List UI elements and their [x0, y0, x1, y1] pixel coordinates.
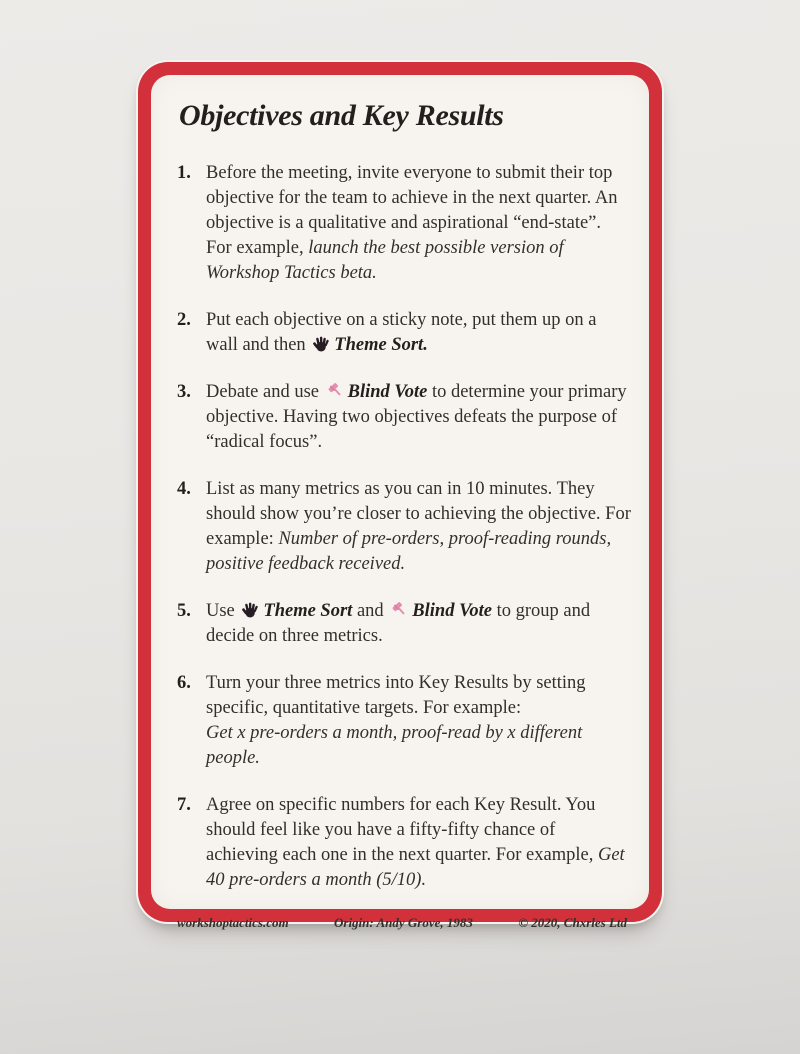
item-number: 5. [177, 600, 191, 621]
list-item [177, 308, 633, 358]
item-number: 6. [177, 672, 191, 693]
list-item [177, 599, 633, 649]
steps-list [177, 161, 633, 915]
text-segment: launch the best possible version of Workshop Tactics beta. [206, 237, 564, 283]
item-number: 1. [177, 162, 191, 183]
item-number: 4. [177, 478, 191, 499]
item-text [206, 671, 633, 771]
text-segment: Get 40 pre-orders a month (5/10). [206, 844, 625, 890]
list-item [177, 477, 633, 577]
text-segment: Put each objective on a sticky note, put them up on a wall and then [206, 309, 597, 355]
theme-sort-hand-icon [312, 335, 330, 353]
item-text [206, 477, 633, 577]
text-segment: Use [206, 600, 240, 621]
item-text [206, 793, 633, 893]
list-item [177, 671, 633, 771]
text-segment: Theme Sort [263, 600, 353, 621]
card-title: Objectives and Key Results [179, 99, 504, 132]
card-footer [177, 915, 633, 933]
blind-vote-gavel-icon [326, 382, 344, 400]
tactic-card [138, 62, 662, 930]
list-item [177, 161, 633, 286]
card-face [151, 75, 649, 930]
text-segment: to group and decide on three metrics. [206, 600, 591, 646]
item-text [206, 599, 633, 649]
text-segment: Turn your three metrics into Key Results by setting specific, quantitative targets. For example: [206, 672, 586, 718]
item-text [206, 161, 633, 286]
text-segment: to determine your primary objective. Having two objectives defeats the purpose of “radical focus”. [206, 381, 627, 452]
footer-copyright: © 2020, Chxrles Ltd [518, 914, 627, 930]
item-text [206, 380, 633, 455]
text-segment: Number of pre-orders, proof-reading rounds, positive feedback received. [206, 528, 612, 574]
text-segment: Blind Vote [412, 600, 492, 621]
text-segment: Get x pre-orders a month, proof-read by x different people. [206, 722, 583, 768]
text-segment: Before the meeting, invite everyone to submit their top objective for the team to achieve in the next quarter. An objective is a qualitative and aspirational “end-state”. For example, [206, 162, 618, 258]
footer-website: workshoptactics.com [177, 914, 289, 930]
text-segment: Debate and use [206, 381, 324, 402]
item-number: 3. [177, 381, 191, 402]
footer-origin: Origin: Andy Grove, 1983 [334, 914, 473, 930]
list-item [177, 380, 633, 455]
list-item [177, 793, 633, 893]
text-segment: Agree on specific numbers for each Key Result. You should feel like you have a fifty-fifty chance of achieving each one in the next quarter. For example, [206, 794, 598, 865]
blind-vote-gavel-icon [390, 601, 408, 619]
item-number: 2. [177, 309, 191, 330]
text-segment: and [352, 600, 389, 621]
theme-sort-hand-icon [241, 601, 259, 619]
text-segment: List as many metrics as you can in 10 minutes. They should show you’re closer to achieving the objective. For example: [206, 478, 631, 549]
item-text [206, 308, 633, 358]
text-segment: Theme Sort. [334, 334, 428, 355]
text-segment: Blind Vote [347, 381, 428, 402]
item-number: 7. [177, 794, 191, 815]
